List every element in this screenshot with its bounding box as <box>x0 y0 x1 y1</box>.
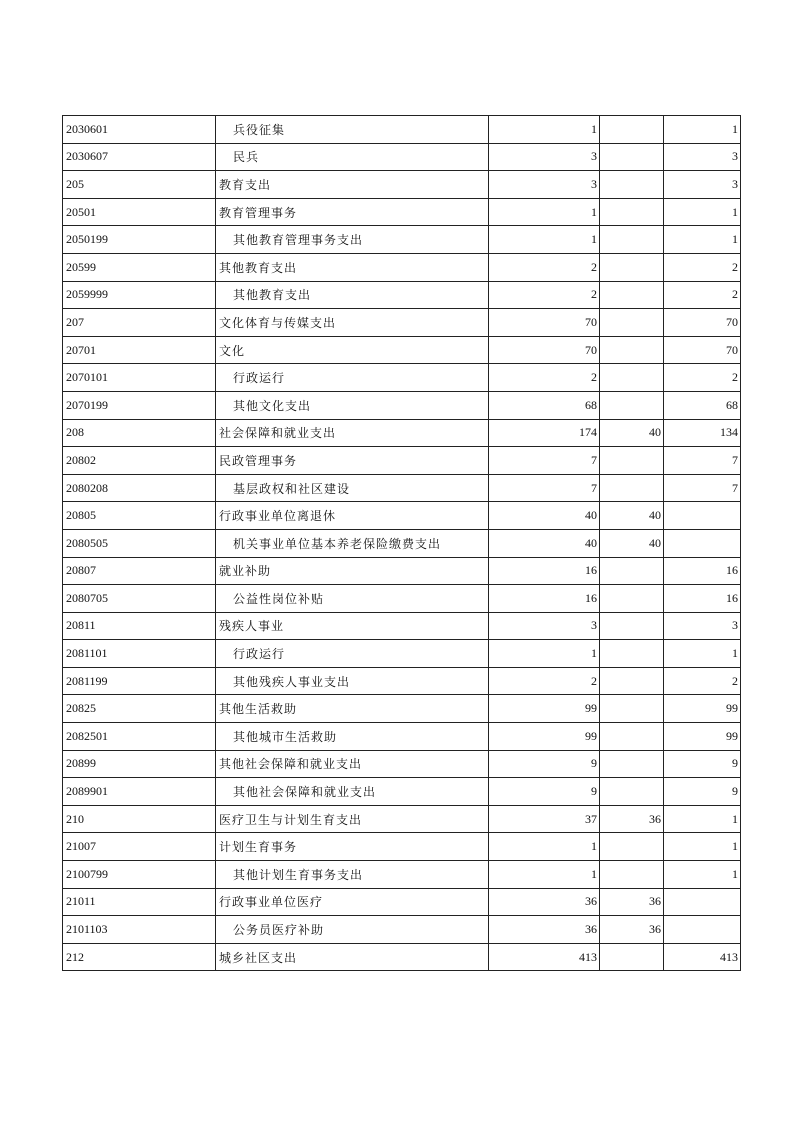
subject-name-text: 其他残疾人事业支出 <box>233 674 351 689</box>
basic-expenditure-cell <box>600 226 664 254</box>
total-amount-cell: 40 <box>489 502 600 530</box>
subject-name-text: 行政运行 <box>233 371 286 386</box>
project-expenditure-cell: 2 <box>664 667 741 695</box>
total-amount-cell: 99 <box>489 695 600 723</box>
subject-code-cell: 2081199 <box>63 667 216 695</box>
table-row <box>63 723 741 751</box>
subject-code-cell: 2100799 <box>63 861 216 889</box>
table-row <box>63 833 741 861</box>
total-amount-cell: 40 <box>489 529 600 557</box>
subject-code-cell: 208 <box>63 419 216 447</box>
subject-code-cell: 2101103 <box>63 916 216 944</box>
subject-name-text: 行政运行 <box>233 647 286 662</box>
subject-name-cell <box>216 833 489 861</box>
subject-name-cell <box>216 805 489 833</box>
project-expenditure-cell: 9 <box>664 750 741 778</box>
project-expenditure-cell: 1 <box>664 833 741 861</box>
table-row <box>63 943 741 971</box>
basic-expenditure-cell <box>600 723 664 751</box>
total-amount-cell: 3 <box>489 612 600 640</box>
total-amount-cell: 2 <box>489 667 600 695</box>
subject-name-cell <box>216 612 489 640</box>
project-expenditure-cell: 1 <box>664 198 741 226</box>
table-row <box>63 557 741 585</box>
total-amount-cell: 70 <box>489 336 600 364</box>
total-amount-cell: 68 <box>489 391 600 419</box>
subject-name-cell <box>216 281 489 309</box>
subject-name-cell <box>216 529 489 557</box>
table-row <box>63 171 741 199</box>
table-row <box>63 253 741 281</box>
table-row <box>63 502 741 530</box>
subject-code-cell: 2089901 <box>63 778 216 806</box>
basic-expenditure-cell <box>600 198 664 226</box>
basic-expenditure-cell: 36 <box>600 805 664 833</box>
subject-name-text: 公益性岗位补贴 <box>233 591 325 606</box>
table-row <box>63 916 741 944</box>
total-amount-cell: 36 <box>489 916 600 944</box>
total-amount-cell: 36 <box>489 888 600 916</box>
table-row <box>63 364 741 392</box>
subject-name-cell <box>216 171 489 199</box>
table-row <box>63 888 741 916</box>
subject-name-cell <box>216 309 489 337</box>
table-row <box>63 667 741 695</box>
subject-code-cell: 20807 <box>63 557 216 585</box>
basic-expenditure-cell <box>600 336 664 364</box>
table-row <box>63 612 741 640</box>
total-amount-cell: 37 <box>489 805 600 833</box>
table-row <box>63 336 741 364</box>
basic-expenditure-cell <box>600 447 664 475</box>
total-amount-cell: 9 <box>489 750 600 778</box>
table-row <box>63 474 741 502</box>
subject-name-text: 计划生育事务 <box>219 840 298 855</box>
project-expenditure-cell: 1 <box>664 116 741 144</box>
subject-code-cell: 2030601 <box>63 116 216 144</box>
total-amount-cell: 1 <box>489 198 600 226</box>
subject-name-text: 兵役征集 <box>233 122 286 137</box>
total-amount-cell: 9 <box>489 778 600 806</box>
subject-code-cell: 2080705 <box>63 585 216 613</box>
subject-name-cell <box>216 585 489 613</box>
total-amount-cell: 174 <box>489 419 600 447</box>
subject-code-cell: 2080208 <box>63 474 216 502</box>
project-expenditure-cell <box>664 916 741 944</box>
subject-name-text: 民政管理事务 <box>219 453 298 468</box>
subject-code-cell: 20599 <box>63 253 216 281</box>
project-expenditure-cell: 16 <box>664 585 741 613</box>
project-expenditure-cell: 1 <box>664 640 741 668</box>
subject-code-cell: 20701 <box>63 336 216 364</box>
project-expenditure-cell: 99 <box>664 723 741 751</box>
total-amount-cell: 413 <box>489 943 600 971</box>
subject-code-cell: 212 <box>63 943 216 971</box>
basic-expenditure-cell <box>600 667 664 695</box>
table-row <box>63 585 741 613</box>
total-amount-cell: 2 <box>489 364 600 392</box>
subject-code-cell: 207 <box>63 309 216 337</box>
subject-name-text: 其他生活救助 <box>219 702 298 717</box>
project-expenditure-cell: 134 <box>664 419 741 447</box>
total-amount-cell: 2 <box>489 281 600 309</box>
subject-code-cell: 20825 <box>63 695 216 723</box>
project-expenditure-cell: 99 <box>664 695 741 723</box>
total-amount-cell: 1 <box>489 226 600 254</box>
project-expenditure-cell: 2 <box>664 364 741 392</box>
project-expenditure-cell: 70 <box>664 336 741 364</box>
basic-expenditure-cell <box>600 557 664 585</box>
subject-name-text: 基层政权和社区建设 <box>233 481 351 496</box>
table-row <box>63 805 741 833</box>
subject-name-text: 其他教育支出 <box>233 288 312 303</box>
subject-name-cell <box>216 198 489 226</box>
table-row <box>63 143 741 171</box>
table-row <box>63 226 741 254</box>
subject-name-text: 医疗卫生与计划生育支出 <box>219 812 363 827</box>
subject-name-cell <box>216 474 489 502</box>
project-expenditure-cell: 9 <box>664 778 741 806</box>
subject-name-text: 行政事业单位医疗 <box>219 895 324 910</box>
total-amount-cell: 2 <box>489 253 600 281</box>
subject-code-cell: 20501 <box>63 198 216 226</box>
basic-expenditure-cell: 40 <box>600 502 664 530</box>
basic-expenditure-cell: 36 <box>600 916 664 944</box>
subject-name-text: 文化 <box>219 343 246 358</box>
basic-expenditure-cell <box>600 474 664 502</box>
project-expenditure-cell: 413 <box>664 943 741 971</box>
subject-name-cell <box>216 778 489 806</box>
subject-code-cell: 2070199 <box>63 391 216 419</box>
project-expenditure-cell: 70 <box>664 309 741 337</box>
subject-name-text: 文化体育与传媒支出 <box>219 315 337 330</box>
basic-expenditure-cell <box>600 585 664 613</box>
subject-name-text: 其他教育管理事务支出 <box>233 233 364 248</box>
total-amount-cell: 1 <box>489 861 600 889</box>
subject-name-cell <box>216 861 489 889</box>
subject-name-text: 其他社会保障和就业支出 <box>233 785 377 800</box>
subject-name-text: 民兵 <box>233 150 260 165</box>
project-expenditure-cell: 3 <box>664 171 741 199</box>
total-amount-cell: 1 <box>489 640 600 668</box>
project-expenditure-cell: 7 <box>664 474 741 502</box>
subject-code-cell: 21011 <box>63 888 216 916</box>
basic-expenditure-cell <box>600 116 664 144</box>
subject-name-text: 其他教育支出 <box>219 260 298 275</box>
project-expenditure-cell: 16 <box>664 557 741 585</box>
subject-name-cell <box>216 695 489 723</box>
subject-name-text: 其他文化支出 <box>233 398 312 413</box>
total-amount-cell: 99 <box>489 723 600 751</box>
subject-name-cell <box>216 667 489 695</box>
project-expenditure-cell: 3 <box>664 612 741 640</box>
subject-name-cell <box>216 502 489 530</box>
subject-code-cell: 2030607 <box>63 143 216 171</box>
subject-name-cell <box>216 723 489 751</box>
subject-name-cell <box>216 447 489 475</box>
project-expenditure-cell: 2 <box>664 281 741 309</box>
total-amount-cell: 3 <box>489 171 600 199</box>
subject-code-cell: 20802 <box>63 447 216 475</box>
table-row <box>63 281 741 309</box>
project-expenditure-cell: 1 <box>664 861 741 889</box>
subject-name-cell <box>216 419 489 447</box>
subject-name-text: 教育支出 <box>219 177 272 192</box>
total-amount-cell: 1 <box>489 833 600 861</box>
subject-name-text: 教育管理事务 <box>219 205 298 220</box>
subject-name-text: 其他计划生育事务支出 <box>233 867 364 882</box>
basic-expenditure-cell <box>600 640 664 668</box>
table-row <box>63 529 741 557</box>
subject-name-cell <box>216 557 489 585</box>
project-expenditure-cell: 7 <box>664 447 741 475</box>
subject-name-cell <box>216 116 489 144</box>
expenditure-table-body <box>63 116 741 971</box>
subject-code-cell: 210 <box>63 805 216 833</box>
table-row <box>63 861 741 889</box>
total-amount-cell: 3 <box>489 143 600 171</box>
total-amount-cell: 16 <box>489 557 600 585</box>
basic-expenditure-cell <box>600 861 664 889</box>
total-amount-cell: 7 <box>489 474 600 502</box>
total-amount-cell: 7 <box>489 447 600 475</box>
subject-code-cell: 21007 <box>63 833 216 861</box>
table-row <box>63 447 741 475</box>
subject-name-text: 机关事业单位基本养老保险缴费支出 <box>233 536 442 551</box>
basic-expenditure-cell <box>600 171 664 199</box>
project-expenditure-cell: 3 <box>664 143 741 171</box>
subject-code-cell: 20811 <box>63 612 216 640</box>
subject-code-cell: 2082501 <box>63 723 216 751</box>
subject-name-cell <box>216 336 489 364</box>
basic-expenditure-cell <box>600 309 664 337</box>
basic-expenditure-cell: 36 <box>600 888 664 916</box>
table-row <box>63 419 741 447</box>
subject-code-cell: 2050199 <box>63 226 216 254</box>
total-amount-cell: 70 <box>489 309 600 337</box>
subject-name-text: 其他城市生活救助 <box>233 729 338 744</box>
table-row <box>63 198 741 226</box>
subject-name-text: 城乡社区支出 <box>219 950 298 965</box>
project-expenditure-cell: 1 <box>664 226 741 254</box>
project-expenditure-cell: 68 <box>664 391 741 419</box>
basic-expenditure-cell <box>600 695 664 723</box>
table-row <box>63 695 741 723</box>
subject-name-cell <box>216 750 489 778</box>
subject-name-cell <box>216 640 489 668</box>
basic-expenditure-cell <box>600 750 664 778</box>
subject-name-text: 公务员医疗补助 <box>233 923 325 938</box>
subject-name-cell <box>216 943 489 971</box>
subject-name-text: 其他社会保障和就业支出 <box>219 757 363 772</box>
table-row <box>63 391 741 419</box>
table-row <box>63 116 741 144</box>
subject-name-cell <box>216 253 489 281</box>
basic-expenditure-cell <box>600 281 664 309</box>
subject-name-cell <box>216 364 489 392</box>
basic-expenditure-cell: 40 <box>600 529 664 557</box>
basic-expenditure-cell <box>600 778 664 806</box>
subject-code-cell: 205 <box>63 171 216 199</box>
subject-name-text: 就业补助 <box>219 564 272 579</box>
subject-code-cell: 2080505 <box>63 529 216 557</box>
table-row <box>63 309 741 337</box>
subject-name-cell <box>216 143 489 171</box>
basic-expenditure-cell <box>600 253 664 281</box>
total-amount-cell: 16 <box>489 585 600 613</box>
subject-code-cell: 2070101 <box>63 364 216 392</box>
project-expenditure-cell: 2 <box>664 253 741 281</box>
subject-name-text: 社会保障和就业支出 <box>219 426 337 441</box>
subject-name-cell <box>216 391 489 419</box>
subject-code-cell: 20899 <box>63 750 216 778</box>
project-expenditure-cell: 1 <box>664 805 741 833</box>
subject-code-cell: 20805 <box>63 502 216 530</box>
basic-expenditure-cell: 40 <box>600 419 664 447</box>
subject-code-cell: 2059999 <box>63 281 216 309</box>
subject-name-cell <box>216 888 489 916</box>
subject-name-text: 行政事业单位离退休 <box>219 509 337 524</box>
table-row <box>63 640 741 668</box>
basic-expenditure-cell <box>600 364 664 392</box>
basic-expenditure-cell <box>600 143 664 171</box>
table-row <box>63 778 741 806</box>
subject-name-cell <box>216 916 489 944</box>
table-row <box>63 750 741 778</box>
project-expenditure-cell <box>664 502 741 530</box>
basic-expenditure-cell <box>600 833 664 861</box>
project-expenditure-cell <box>664 529 741 557</box>
subject-name-text: 残疾人事业 <box>219 619 285 634</box>
expenditure-table <box>62 115 741 971</box>
total-amount-cell: 1 <box>489 116 600 144</box>
basic-expenditure-cell <box>600 612 664 640</box>
project-expenditure-cell <box>664 888 741 916</box>
subject-code-cell: 2081101 <box>63 640 216 668</box>
basic-expenditure-cell <box>600 391 664 419</box>
basic-expenditure-cell <box>600 943 664 971</box>
subject-name-cell <box>216 226 489 254</box>
